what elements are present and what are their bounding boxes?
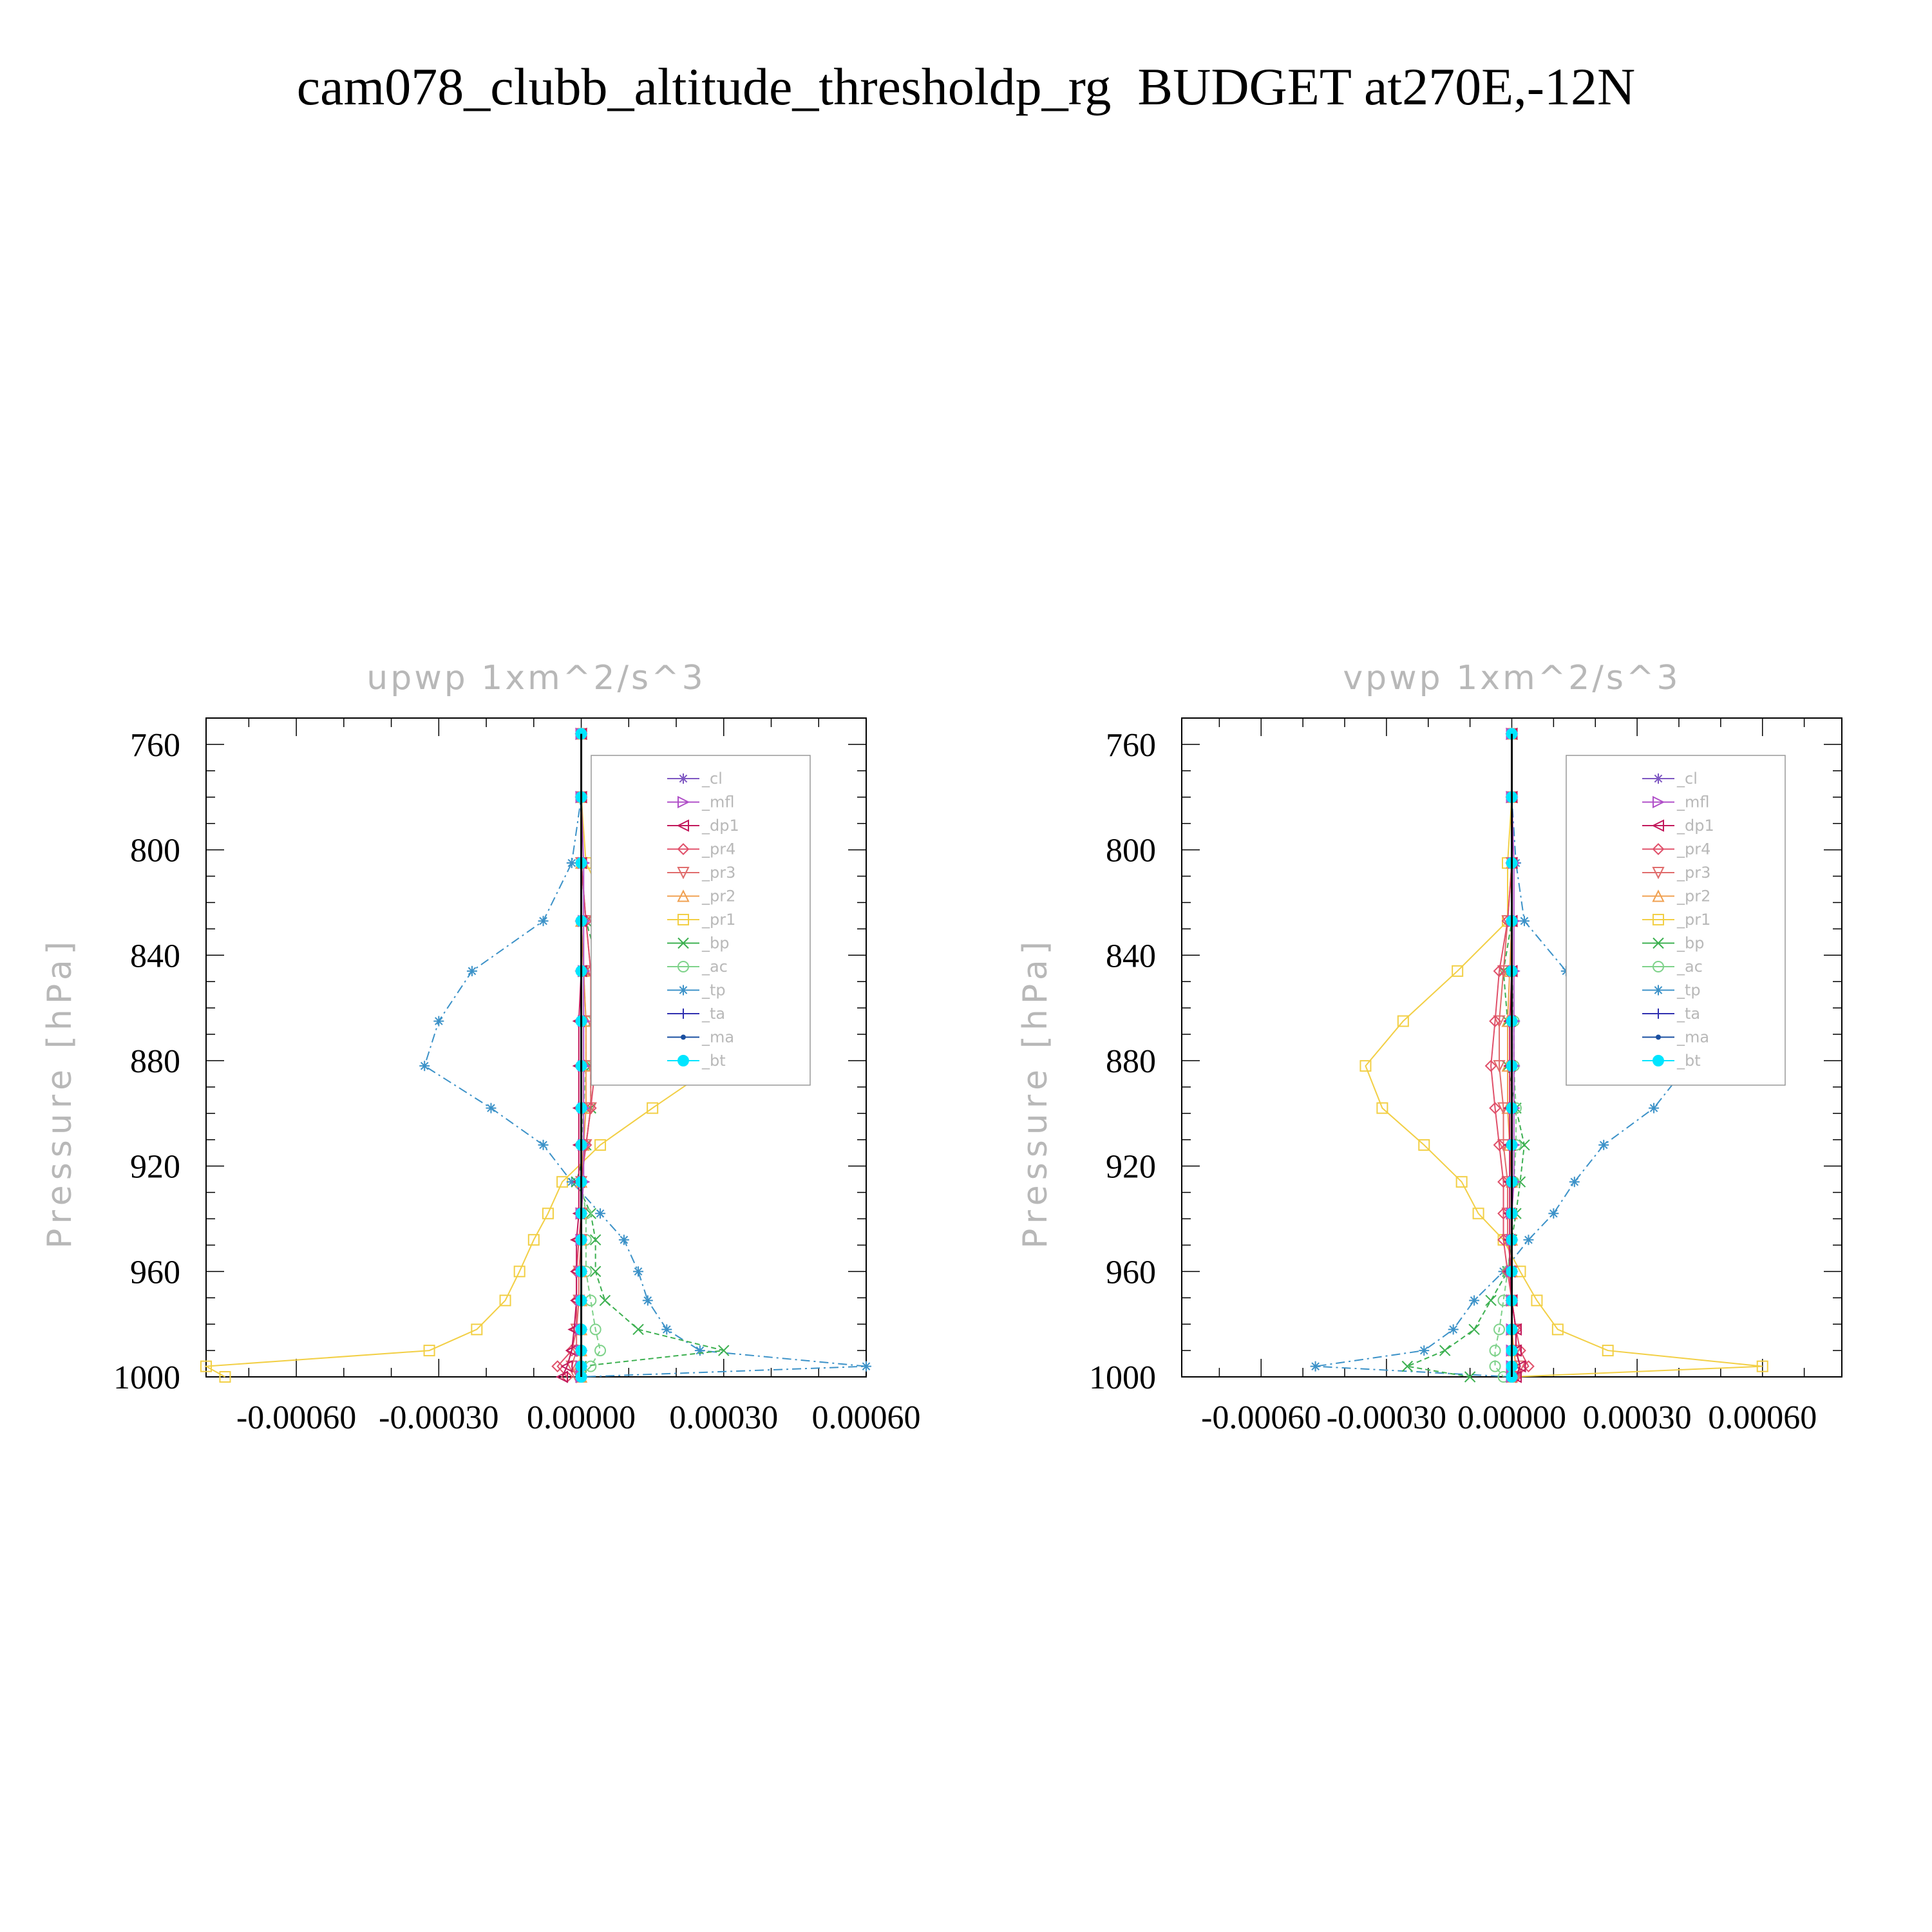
- marker-tp: [1569, 1177, 1580, 1187]
- legend-label: _bt: [702, 1052, 726, 1070]
- legend-label: _pr1: [702, 911, 736, 929]
- y-tick-label: 920: [130, 1148, 180, 1186]
- legend-label: _ac: [702, 958, 728, 976]
- marker-tp: [1419, 1345, 1429, 1356]
- legend-label: _pr4: [702, 840, 736, 858]
- legend-label: _mfl: [702, 793, 735, 811]
- legend-label: _cl: [1677, 770, 1698, 788]
- legend-box: [1566, 755, 1785, 1085]
- legend-label: _ta: [702, 1005, 726, 1023]
- marker-tp: [1649, 1103, 1659, 1113]
- y-tick-label: 840: [130, 938, 180, 975]
- legend: [1566, 755, 1785, 1085]
- marker-tp: [1548, 1208, 1558, 1218]
- x-tick-label: 0.00000: [1457, 1399, 1566, 1436]
- y-tick-label: 960: [1106, 1254, 1156, 1291]
- panel-title: vpwp 1xm^2/s^3: [1343, 659, 1681, 697]
- marker-tp: [1653, 985, 1663, 996]
- marker-tp: [1469, 1295, 1479, 1305]
- legend-label: _tp: [702, 981, 726, 999]
- x-tick-label: 0.00030: [1582, 1399, 1692, 1436]
- legend-label: _mfl: [1677, 793, 1710, 811]
- panel-title: upwp 1xm^2/s^3: [366, 659, 706, 697]
- marker-bt: [1653, 1056, 1663, 1066]
- legend-label: _dp1: [1677, 817, 1714, 835]
- marker-tp: [1519, 916, 1530, 926]
- legend-label: _pr3: [1677, 864, 1711, 882]
- x-tick-label: -0.00060: [236, 1399, 357, 1436]
- legend-label: _pr2: [1677, 887, 1711, 905]
- x-tick-label: 0.00060: [811, 1399, 921, 1436]
- y-tick-label: 1000: [113, 1359, 180, 1396]
- y-axis-label: Pressure [hPa]: [41, 936, 79, 1249]
- marker-bp: [1469, 1324, 1479, 1334]
- legend-label: _ma: [1677, 1028, 1710, 1046]
- x-tick-label: -0.00060: [1201, 1399, 1321, 1436]
- marker-tp: [1311, 1361, 1321, 1372]
- y-tick-label: 960: [130, 1254, 180, 1291]
- legend-label: _pr2: [702, 887, 736, 905]
- marker-bp: [1486, 1295, 1496, 1305]
- legend-label: _cl: [702, 770, 723, 788]
- series-ac: [1490, 729, 1521, 1382]
- legend-label: _ta: [1677, 1005, 1701, 1023]
- marker-bp: [1440, 1345, 1450, 1356]
- legend-label: _dp1: [702, 817, 739, 835]
- y-tick-label: 760: [1106, 726, 1156, 764]
- series-mfl: [1507, 729, 1519, 1382]
- marker-ma: [1656, 1036, 1660, 1039]
- x-tick-label: 0.00030: [669, 1399, 779, 1436]
- legend-label: _bt: [1677, 1052, 1701, 1070]
- legend-label: _ma: [702, 1028, 735, 1046]
- legend-label: _ac: [1677, 958, 1703, 976]
- y-tick-label: 880: [130, 1043, 180, 1080]
- y-tick-label: 920: [1106, 1148, 1156, 1186]
- legend-label: _bp: [1677, 934, 1705, 952]
- legend-label: _pr1: [1677, 911, 1711, 929]
- x-tick-label: -0.00030: [379, 1399, 499, 1436]
- x-tick-label: 0.00060: [1708, 1399, 1817, 1436]
- y-axis-label: Pressure [hPa]: [1016, 936, 1055, 1249]
- y-tick-label: 840: [1106, 938, 1156, 975]
- legend-label: _pr3: [702, 864, 736, 882]
- y-tick-label: 1000: [1089, 1359, 1156, 1396]
- figure-title: cam078_clubb_altitude_thresholdp_rg BUDGET at270E,-12N: [296, 57, 1636, 116]
- x-tick-label: 0.00000: [527, 1399, 636, 1436]
- legend-label: _bp: [702, 934, 730, 952]
- marker-cl: [1653, 773, 1663, 784]
- y-tick-label: 760: [130, 726, 180, 764]
- marker-tp: [1448, 1324, 1459, 1334]
- y-tick-label: 880: [1106, 1043, 1156, 1080]
- y-tick-label: 800: [130, 832, 180, 869]
- y-tick-label: 800: [1106, 832, 1156, 869]
- x-tick-label: -0.00030: [1326, 1399, 1447, 1436]
- legend-label: _pr4: [1677, 840, 1711, 858]
- legend-label: _tp: [1677, 981, 1701, 999]
